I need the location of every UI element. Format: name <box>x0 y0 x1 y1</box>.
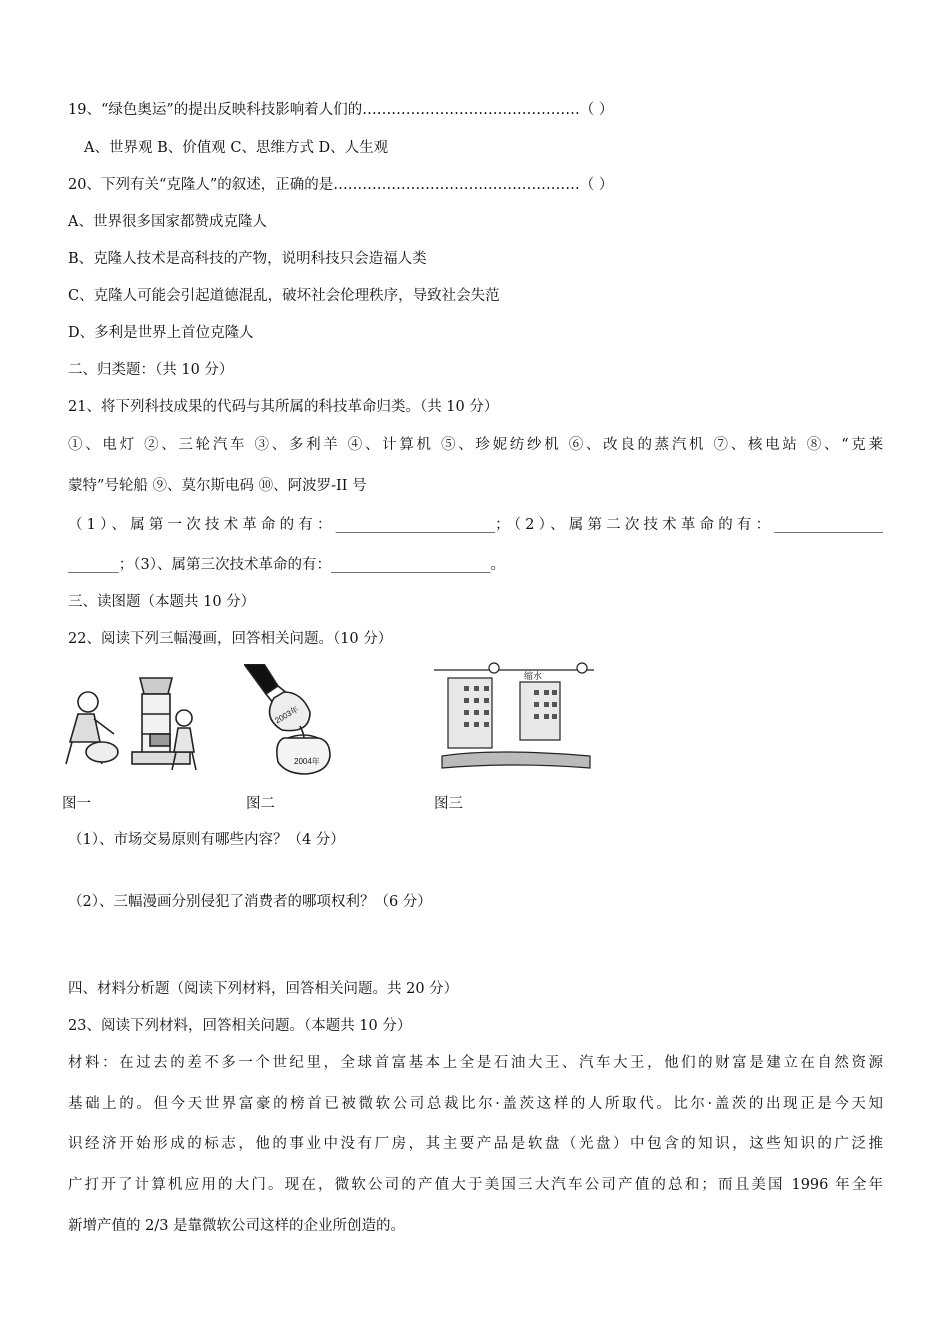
q22-sub2: （2）、三幅漫画分别侵犯了消费者的哪项权利？（6 分） <box>68 894 432 910</box>
section2-heading: 二、归类题：（共 10 分） <box>68 362 234 378</box>
q23-stem: 23、阅读下列材料，回答相关问题。（本题共 10 分） <box>68 1018 412 1034</box>
q20-option-d: D、多利是世界上首位克隆人 <box>68 325 254 341</box>
q21-items-line1: ①、电灯 ②、三轮汽车 ③、多利羊 ④、计算机 ⑤、珍妮纺纱机 ⑥、改良的蒸汽机 ⑦、核电站 ⑧、“克莱 <box>68 437 883 453</box>
cartoon-2-image <box>244 664 340 776</box>
q21-fill-line1: （1）、属第一次技术革命的有：______________________；（2）、属第二次技术革命的有：_______________ <box>68 517 883 533</box>
q23-material-line4: 广打开了计算机应用的大门。现在，微软公司的产值大于美国三大汽车公司产值的总和；而且美国 1996 年全年 <box>68 1177 883 1193</box>
q19-options: A、世界观 B、价值观 C、思维方式 D、人生观 <box>84 140 389 156</box>
caption-figure-3: 图三 <box>434 796 463 812</box>
q20-option-c: C、克隆人可能会引起道德混乱，破坏社会伦理秩序，导致社会失范 <box>68 288 500 304</box>
q23-material-line5: 新增产值的 2/3 是靠微软公司这样的企业所创造的。 <box>68 1218 406 1234</box>
section4-heading: 四、材料分析题（阅读下列材料，回答相关问题。共 20 分） <box>68 981 459 997</box>
q23-material-line2: 基础上的。但今天世界富豪的榜首已被微软公司总裁比尔·盖茨这样的人所取代。比尔·盖茨的出现正是今天知 <box>68 1096 883 1112</box>
shrink-sign-label: 缩水 <box>524 671 543 681</box>
bottle-2004-label: 2004年 <box>294 757 320 766</box>
cartoon-1-image <box>58 664 208 776</box>
q23-material-line1: 材料：在过去的差不多一个世纪里，全球首富基本上全是石油大王、汽车大王，他们的财富是建立在自然资源 <box>68 1055 883 1071</box>
section3-heading: 三、读图题（本题共 10 分） <box>68 594 256 610</box>
caption-figure-2: 图二 <box>246 796 275 812</box>
q22-stem: 22、阅读下列三幅漫画，回答相关问题。（10 分） <box>68 631 393 647</box>
q23-material-line3: 识经济开始形成的标志，他的事业中没有厂房，其主要产品是软盘（光盘）中包含的知识，这些知识的广泛推 <box>68 1136 883 1152</box>
caption-figure-1: 图一 <box>62 796 91 812</box>
cartoon-3-image <box>434 660 594 776</box>
q21-fill-line2: _______；（3）、属第三次技术革命的有：______________________。 <box>68 557 505 573</box>
q20-option-a: A、世界很多国家都赞成克隆人 <box>68 214 267 230</box>
q19-stem: 19、“绿色奥运”的提出反映科技影响着人们的………………………………………（ ） <box>68 102 614 118</box>
q21-stem: 21、将下列科技成果的代码与其所属的科技革命归类。（共 10 分） <box>68 399 499 415</box>
q20-option-b: B、克隆人技术是高科技的产物，说明科技只会造福人类 <box>68 251 427 267</box>
q20-stem: 20、下列有关“克隆人”的叙述，正确的是……………………………………………（ ） <box>68 177 614 193</box>
q21-items-line2: 蒙特”号轮船 ⑨、莫尔斯电码 ⑩、阿波罗-II 号 <box>68 478 367 494</box>
q22-sub1: （1）、市场交易原则有哪些内容？（4 分） <box>68 832 345 848</box>
bottle-2003-label: 2003年 <box>273 704 301 726</box>
